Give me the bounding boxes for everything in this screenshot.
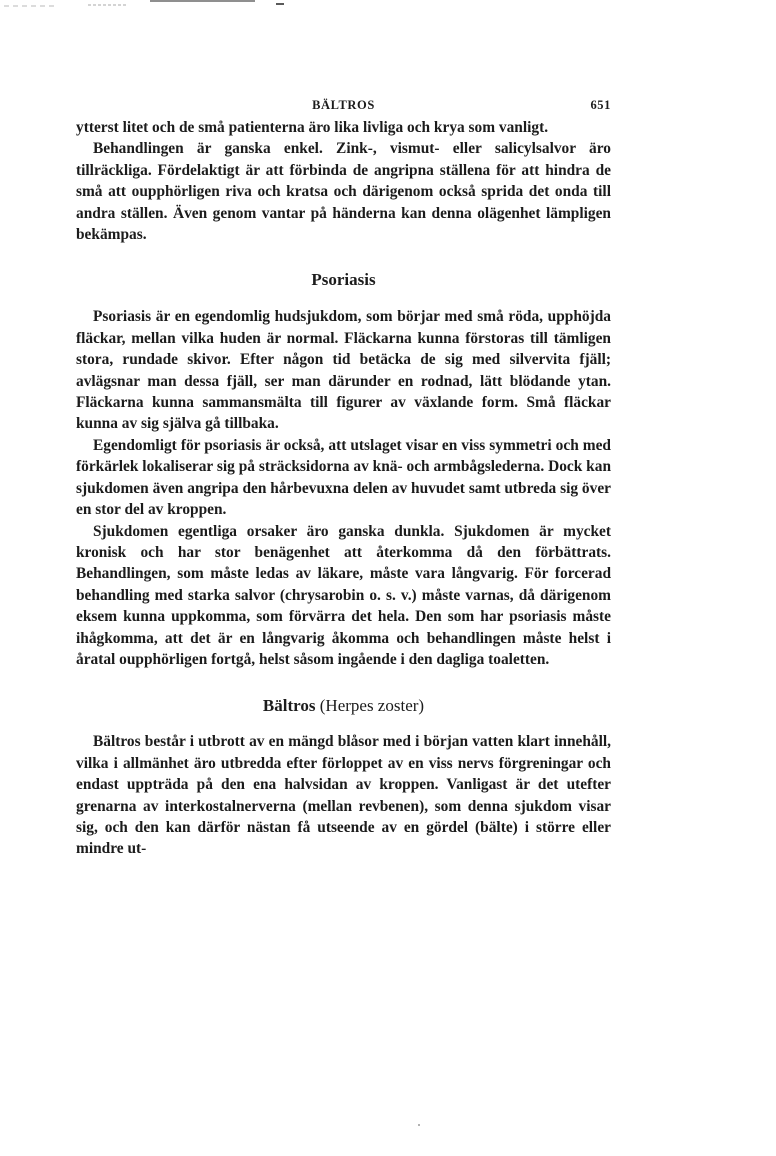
paragraph-psoriasis-1: Psoriasis är en egendomlig hudsjukdom, som börjar med små röda, upphöjda fläckar, mellan vilka huden är normal. Fläckarna kunna förstoras till tämligen stora, rundade skivor. Efter någon tid betäcka de sig med silvervita fjäll; avlägsnar man dessa fjäll, ser man därunder en rodnad, lätt blödande ytan. Fläckarna kunna sammansmälta till figurer av växlande form. Små fläckar kunna av sig själva gå tillbaka. [76,308,611,433]
running-title: BÄLTROS [312,98,375,112]
section-heading-psoriasis [76,269,611,291]
heading-text: Bältros [262,696,316,716]
heading-subtitle: (Herpes zoster) [319,696,425,716]
scan-edge-marks [0,0,300,12]
paragraph-treatment: Behandlingen är ganska enkel. Zink-, vismut- eller salicylsalvor äro tillräckliga. Fördelaktigt är att förbinda de angripna ställena för att hindra de små att oupphörligen riva och kratsa och därigenom också sprida det onda till andra ställen. Även genom vantar på händerna kan denna olägenhet lämpligen bekämpas. [76,140,611,244]
page-number: 651 [590,98,611,112]
section-heading-baltros [76,695,611,717]
running-header [76,88,611,114]
paragraph-psoriasis-2: Egendomligt för psoriasis är också, att utslaget visar en viss symmetri och med förkärlek lokaliserar sig på sträcksidorna av knä- och armbågslederna. Dock kan sjukdomen även angripa den hårbevuxna delen av huvudet samt utbreda sig över en stor del av kroppen. [76,436,611,519]
heading-text: Psoriasis [311,270,376,290]
book-page [76,88,611,860]
paragraph-baltros-1: Bältros består i utbrott av en mängd blåsor med i början vatten klart innehåll, vilka i allmänhet äro utbredda efter förloppet av en viss nervs förgreningar och endast uppträda på den ena halvsidan av kroppen. Vanligast är det utefter grenarna av interkostalnerverna (mellan revbenen), som denna sjukdom visar sig, och den kan därför nästan få utseende av en gördel (bälte) i större eller mindre ut- [76,733,611,858]
paragraph-continued: ytterst litet och de små patienterna äro lika livliga och krya som vanligt. [76,119,549,136]
scan-speck [418,1124,420,1126]
paragraph-psoriasis-3: Sjukdomen egentliga orsaker äro ganska dunkla. Sjukdomen är mycket kronisk och har stor benägenhet att återkomma då den förbättrats. Behandlingen, som måste ledas av läkare, måste vara långvarig. För forcerad behandling med starka salvor (chrysarobin o. s. v.) måste varnas, då därigenom eksem kunna uppkomma, som förvärra det hela. Den som har psoriasis måste ihågkomma, att det är en långvarig åkomma och behandlingen måste helst i åratal oupphörligen fortgå, helst såsom ingående i den dagliga toaletten. [76,522,611,668]
